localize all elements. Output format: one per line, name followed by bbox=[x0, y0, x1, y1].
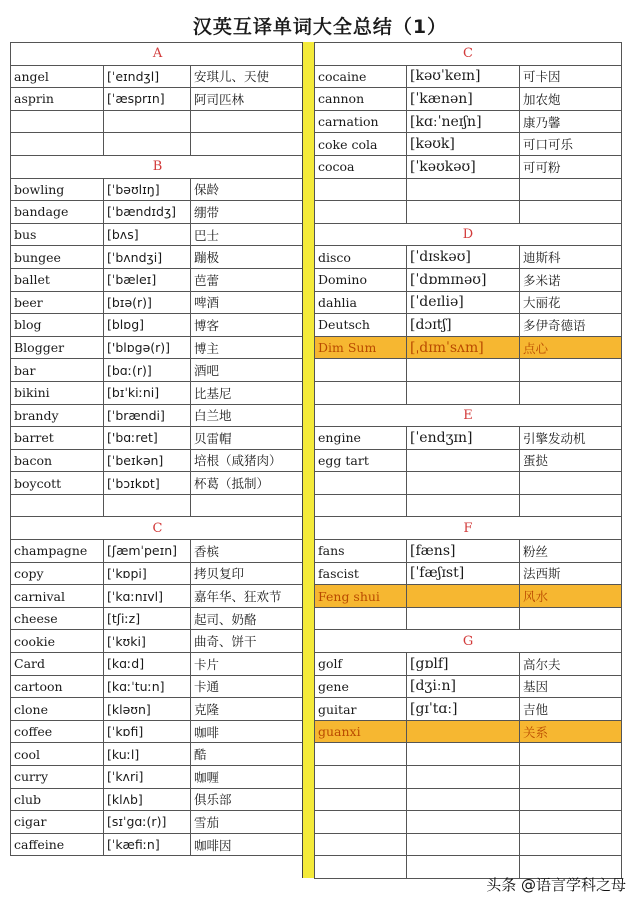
phonetic: [kuːl] bbox=[104, 743, 191, 766]
empty-row bbox=[315, 201, 622, 224]
vocab-row bbox=[11, 178, 305, 201]
phonetic: [ˈfæʃɪst] bbox=[407, 562, 520, 585]
phonetic: [klʌb] bbox=[104, 788, 191, 811]
vocab-row bbox=[11, 359, 305, 382]
english-word bbox=[11, 494, 104, 517]
vocab-row bbox=[11, 585, 305, 608]
vocab-row bbox=[11, 381, 305, 404]
phonetic: [ˈkɒfi] bbox=[104, 720, 191, 743]
english-word: disco bbox=[315, 246, 407, 269]
english-word bbox=[11, 133, 104, 156]
vocab-row bbox=[11, 562, 305, 585]
vocab-row bbox=[11, 743, 305, 766]
english-word: beer bbox=[11, 291, 104, 314]
english-word: bowling bbox=[11, 178, 104, 201]
chinese-translation: 拷贝复印 bbox=[191, 562, 305, 585]
vocab-row bbox=[315, 585, 622, 608]
chinese-translation: 起司、奶酪 bbox=[191, 607, 305, 630]
phonetic bbox=[407, 472, 520, 495]
english-word: boycott bbox=[11, 472, 104, 495]
chinese-translation: 曲奇、饼干 bbox=[191, 630, 305, 653]
chinese-translation bbox=[520, 811, 622, 834]
english-word: Feng shui bbox=[315, 585, 407, 608]
chinese-translation bbox=[191, 494, 305, 517]
chinese-translation: 可可粉 bbox=[520, 155, 622, 178]
phonetic: [ˈdɪskəʊ] bbox=[407, 246, 520, 269]
chinese-translation bbox=[520, 494, 622, 517]
phonetic: [gɪˈtɑː] bbox=[407, 698, 520, 721]
english-word: cool bbox=[11, 743, 104, 766]
english-word: coffee bbox=[11, 720, 104, 743]
section-header-row bbox=[11, 155, 305, 178]
phonetic: [sɪˈgɑː(r)] bbox=[104, 811, 191, 834]
chinese-translation: 培根（咸猪肉） bbox=[191, 449, 305, 472]
phonetic: [kləʊn] bbox=[104, 698, 191, 721]
vocab-row bbox=[11, 833, 305, 856]
vocab-row bbox=[11, 449, 305, 472]
chinese-translation: 酒吧 bbox=[191, 359, 305, 382]
phonetic: [kɑːd] bbox=[104, 653, 191, 676]
english-word bbox=[315, 359, 407, 382]
chinese-translation: 法西斯 bbox=[520, 562, 622, 585]
empty-row bbox=[315, 766, 622, 789]
vocab-row bbox=[11, 472, 305, 495]
english-word: angel bbox=[11, 65, 104, 88]
english-word: golf bbox=[315, 653, 407, 676]
chinese-translation: 蹦极 bbox=[191, 246, 305, 269]
phonetic bbox=[407, 766, 520, 789]
phonetic: [kɑːˈtuːn] bbox=[104, 675, 191, 698]
phonetic bbox=[407, 201, 520, 224]
phonetic bbox=[104, 494, 191, 517]
phonetic: [ˈendʒɪn] bbox=[407, 427, 520, 450]
empty-row bbox=[11, 110, 305, 133]
english-word: bandage bbox=[11, 201, 104, 224]
phonetic: [bɪˈkiːni] bbox=[104, 381, 191, 404]
vocab-row bbox=[11, 788, 305, 811]
chinese-translation: 阿司匹林 bbox=[191, 88, 305, 111]
phonetic: [gɒlf] bbox=[407, 653, 520, 676]
english-word: bacon bbox=[11, 449, 104, 472]
section-header-row bbox=[11, 43, 305, 66]
phonetic: [ˈbændɪdʒ] bbox=[104, 201, 191, 224]
english-word bbox=[315, 607, 407, 630]
english-word: carnival bbox=[11, 585, 104, 608]
empty-row bbox=[315, 359, 622, 382]
empty-row bbox=[315, 607, 622, 630]
chinese-translation: 蛋挞 bbox=[520, 449, 622, 472]
phonetic: [ˈbʌndʒi] bbox=[104, 246, 191, 269]
chinese-translation bbox=[191, 110, 305, 133]
vocab-row bbox=[315, 291, 622, 314]
chinese-translation: 保龄 bbox=[191, 178, 305, 201]
phonetic: [ˈdeɪliə] bbox=[407, 291, 520, 314]
chinese-translation: 啤酒 bbox=[191, 291, 305, 314]
english-word: bikini bbox=[11, 381, 104, 404]
english-word: gene bbox=[315, 675, 407, 698]
english-word bbox=[315, 833, 407, 856]
phonetic bbox=[407, 720, 520, 743]
vocab-row bbox=[315, 133, 622, 156]
chinese-translation: 酷 bbox=[191, 743, 305, 766]
vocab-row bbox=[315, 314, 622, 337]
phonetic: [kəʊk] bbox=[407, 133, 520, 156]
phonetic: [blɒg] bbox=[104, 314, 191, 337]
english-word: club bbox=[11, 788, 104, 811]
phonetic: [ˈbæleɪ] bbox=[104, 268, 191, 291]
vocab-row bbox=[315, 155, 622, 178]
vocab-row bbox=[315, 268, 622, 291]
vocab-row bbox=[11, 314, 305, 337]
phonetic bbox=[407, 449, 520, 472]
chinese-translation bbox=[520, 788, 622, 811]
phonetic: [ˈkʌri] bbox=[104, 766, 191, 789]
chinese-translation: 大丽花 bbox=[520, 291, 622, 314]
english-word: guitar bbox=[315, 698, 407, 721]
chinese-translation bbox=[520, 472, 622, 495]
english-word: engine bbox=[315, 427, 407, 450]
vocab-row bbox=[11, 88, 305, 111]
vocab-row bbox=[11, 427, 305, 450]
chinese-translation: 博客 bbox=[191, 314, 305, 337]
empty-row bbox=[11, 133, 305, 156]
empty-row bbox=[315, 381, 622, 404]
phonetic: [ˈkəʊkəʊ] bbox=[407, 155, 520, 178]
vocab-row bbox=[315, 449, 622, 472]
chinese-translation: 博主 bbox=[191, 336, 305, 359]
empty-row bbox=[315, 833, 622, 856]
english-word: cannon bbox=[315, 88, 407, 111]
chinese-translation bbox=[520, 178, 622, 201]
section-letter: A bbox=[11, 43, 305, 66]
english-word: guanxi bbox=[315, 720, 407, 743]
phonetic: [ˈkɒpi] bbox=[104, 562, 191, 585]
vocab-row bbox=[11, 675, 305, 698]
english-word: cocaine bbox=[315, 65, 407, 88]
english-word: ballet bbox=[11, 268, 104, 291]
phonetic: [ˈæsprɪn] bbox=[104, 88, 191, 111]
chinese-translation: 杯葛（抵制） bbox=[191, 472, 305, 495]
vocab-row bbox=[11, 698, 305, 721]
section-letter: G bbox=[315, 630, 622, 653]
chinese-translation: 多伊奇德语 bbox=[520, 314, 622, 337]
phonetic: [ˈbeɪkən] bbox=[104, 449, 191, 472]
chinese-translation: 卡通 bbox=[191, 675, 305, 698]
chinese-translation: 咖啡 bbox=[191, 720, 305, 743]
vocab-row bbox=[11, 607, 305, 630]
english-word bbox=[315, 472, 407, 495]
section-letter: C bbox=[11, 517, 305, 540]
phonetic bbox=[407, 494, 520, 517]
vocab-row bbox=[315, 653, 622, 676]
chinese-translation: 咖喱 bbox=[191, 766, 305, 789]
chinese-translation: 多米诺 bbox=[520, 268, 622, 291]
chinese-translation: 高尔夫 bbox=[520, 653, 622, 676]
chinese-translation: 吉他 bbox=[520, 698, 622, 721]
phonetic: [ˈbəʊlɪŋ] bbox=[104, 178, 191, 201]
english-word bbox=[315, 743, 407, 766]
english-word: cartoon bbox=[11, 675, 104, 698]
chinese-translation: 迪斯科 bbox=[520, 246, 622, 269]
english-word: bar bbox=[11, 359, 104, 382]
english-word: Blogger bbox=[11, 336, 104, 359]
phonetic bbox=[407, 607, 520, 630]
vocab-row bbox=[315, 110, 622, 133]
english-word bbox=[315, 856, 407, 879]
chinese-translation: 安琪儿、天使 bbox=[191, 65, 305, 88]
section-letter: F bbox=[315, 517, 622, 540]
english-word: clone bbox=[11, 698, 104, 721]
vocab-row bbox=[11, 223, 305, 246]
phonetic: [dɔɪtʃ] bbox=[407, 314, 520, 337]
english-word: dahlia bbox=[315, 291, 407, 314]
phonetic bbox=[407, 833, 520, 856]
phonetic bbox=[407, 178, 520, 201]
chinese-translation: 基因 bbox=[520, 675, 622, 698]
phonetic: [kɑːˈneɪʃn] bbox=[407, 110, 520, 133]
english-word: champagne bbox=[11, 540, 104, 563]
phonetic: [ˈbrændi] bbox=[104, 404, 191, 427]
english-word: cigar bbox=[11, 811, 104, 834]
vocab-row bbox=[315, 675, 622, 698]
vocab-row bbox=[11, 766, 305, 789]
chinese-translation bbox=[520, 743, 622, 766]
chinese-translation: 可口可乐 bbox=[520, 133, 622, 156]
chinese-translation: 康乃馨 bbox=[520, 110, 622, 133]
chinese-translation: 比基尼 bbox=[191, 381, 305, 404]
english-word bbox=[315, 381, 407, 404]
phonetic: [bʌs] bbox=[104, 223, 191, 246]
english-word: coke cola bbox=[315, 133, 407, 156]
phonetic bbox=[407, 585, 520, 608]
chinese-translation: 嘉年华、狂欢节 bbox=[191, 585, 305, 608]
english-word: fans bbox=[315, 540, 407, 563]
vocab-row bbox=[315, 427, 622, 450]
phonetic: ['blɒgə(r)] bbox=[104, 336, 191, 359]
vocab-row bbox=[315, 246, 622, 269]
chinese-translation: 风水 bbox=[520, 585, 622, 608]
phonetic: [kəʊˈkeɪn] bbox=[407, 65, 520, 88]
english-word: caffeine bbox=[11, 833, 104, 856]
vocab-row bbox=[315, 720, 622, 743]
chinese-translation bbox=[520, 607, 622, 630]
english-word: Card bbox=[11, 653, 104, 676]
vocab-row bbox=[11, 268, 305, 291]
english-word: curry bbox=[11, 766, 104, 789]
vocab-row bbox=[11, 65, 305, 88]
page-title: 汉英互译单词大全总结（1） bbox=[192, 16, 448, 38]
chinese-translation: 引擎发动机 bbox=[520, 427, 622, 450]
phonetic bbox=[407, 381, 520, 404]
vocab-row bbox=[11, 336, 305, 359]
vocab-row bbox=[11, 291, 305, 314]
vocab-row bbox=[315, 336, 622, 359]
chinese-translation: 咖啡因 bbox=[191, 833, 305, 856]
vocab-row bbox=[11, 630, 305, 653]
section-header-row bbox=[315, 517, 622, 540]
chinese-translation: 绷带 bbox=[191, 201, 305, 224]
english-word bbox=[315, 766, 407, 789]
vocab-row bbox=[11, 246, 305, 269]
vocab-row bbox=[11, 404, 305, 427]
english-word bbox=[315, 788, 407, 811]
vocab-row bbox=[315, 540, 622, 563]
phonetic: [ˈkʊki] bbox=[104, 630, 191, 653]
english-word: bus bbox=[11, 223, 104, 246]
section-header-row bbox=[315, 223, 622, 246]
phonetic: ['bɑːret] bbox=[104, 427, 191, 450]
english-word: barret bbox=[11, 427, 104, 450]
chinese-translation: 白兰地 bbox=[191, 404, 305, 427]
phonetic bbox=[407, 359, 520, 382]
phonetic: [ˈkɑːnɪvl] bbox=[104, 585, 191, 608]
english-word: cookie bbox=[11, 630, 104, 653]
english-word: Domino bbox=[315, 268, 407, 291]
phonetic: [ˈkæfiːn] bbox=[104, 833, 191, 856]
english-word: bungee bbox=[11, 246, 104, 269]
phonetic: [dʒiːn] bbox=[407, 675, 520, 698]
english-word: carnation bbox=[315, 110, 407, 133]
section-header-row bbox=[315, 630, 622, 653]
phonetic: [ˈbɔɪkɒt] bbox=[104, 472, 191, 495]
vocab-row bbox=[11, 540, 305, 563]
phonetic: [ˈkænən] bbox=[407, 88, 520, 111]
phonetic: [tʃiːz] bbox=[104, 607, 191, 630]
chinese-translation: 加农炮 bbox=[520, 88, 622, 111]
vocab-row bbox=[11, 201, 305, 224]
english-word: cheese bbox=[11, 607, 104, 630]
phonetic: [bɑː(r)] bbox=[104, 359, 191, 382]
chinese-translation bbox=[520, 201, 622, 224]
empty-row bbox=[315, 788, 622, 811]
chinese-translation bbox=[191, 133, 305, 156]
watermark-footer: 头条 @语言学科之母 bbox=[486, 876, 626, 894]
section-letter: D bbox=[315, 223, 622, 246]
vocab-row bbox=[315, 562, 622, 585]
section-letter: E bbox=[315, 404, 622, 427]
right-vocabulary-table bbox=[314, 42, 622, 879]
chinese-translation: 贝雷帽 bbox=[191, 427, 305, 450]
empty-row bbox=[315, 811, 622, 834]
english-word bbox=[315, 494, 407, 517]
phonetic bbox=[104, 110, 191, 133]
phonetic: [ˌdɪmˈsʌm] bbox=[407, 336, 520, 359]
phonetic: [ʃæmˈpeɪn] bbox=[104, 540, 191, 563]
chinese-translation: 香槟 bbox=[191, 540, 305, 563]
english-word: Dim Sum bbox=[315, 336, 407, 359]
english-word: asprin bbox=[11, 88, 104, 111]
english-word: egg tart bbox=[315, 449, 407, 472]
phonetic bbox=[407, 743, 520, 766]
section-header-row bbox=[315, 43, 622, 66]
english-word bbox=[315, 178, 407, 201]
english-word: fascist bbox=[315, 562, 407, 585]
chinese-translation: 关系 bbox=[520, 720, 622, 743]
chinese-translation bbox=[520, 381, 622, 404]
chinese-translation: 卡片 bbox=[191, 653, 305, 676]
chinese-translation: 芭蕾 bbox=[191, 268, 305, 291]
empty-row bbox=[315, 494, 622, 517]
chinese-translation: 雪茄 bbox=[191, 811, 305, 834]
vocab-row bbox=[11, 653, 305, 676]
empty-row bbox=[11, 494, 305, 517]
chinese-translation: 点心 bbox=[520, 336, 622, 359]
chinese-translation: 粉丝 bbox=[520, 540, 622, 563]
chinese-translation bbox=[520, 833, 622, 856]
english-word: blog bbox=[11, 314, 104, 337]
phonetic: [bɪə(r)] bbox=[104, 291, 191, 314]
section-letter: B bbox=[11, 155, 305, 178]
english-word: brandy bbox=[11, 404, 104, 427]
chinese-translation bbox=[520, 359, 622, 382]
empty-row bbox=[315, 178, 622, 201]
vocab-row bbox=[11, 811, 305, 834]
english-word: Deutsch bbox=[315, 314, 407, 337]
chinese-translation: 克隆 bbox=[191, 698, 305, 721]
chinese-translation: 巴士 bbox=[191, 223, 305, 246]
english-word: cocoa bbox=[315, 155, 407, 178]
empty-row bbox=[315, 472, 622, 495]
chinese-translation: 可卡因 bbox=[520, 65, 622, 88]
phonetic bbox=[407, 811, 520, 834]
phonetic bbox=[407, 788, 520, 811]
phonetic: [ˈeɪndʒl] bbox=[104, 65, 191, 88]
vocab-row bbox=[315, 88, 622, 111]
section-letter: C bbox=[315, 43, 622, 66]
english-word bbox=[315, 201, 407, 224]
chinese-translation bbox=[520, 766, 622, 789]
section-header-row bbox=[11, 517, 305, 540]
english-word: copy bbox=[11, 562, 104, 585]
phonetic bbox=[104, 133, 191, 156]
left-vocabulary-table bbox=[10, 42, 305, 856]
english-word bbox=[315, 811, 407, 834]
vocab-row bbox=[315, 698, 622, 721]
chinese-translation: 俱乐部 bbox=[191, 788, 305, 811]
phonetic: [ˈdɒmɪnəʊ] bbox=[407, 268, 520, 291]
english-word bbox=[11, 110, 104, 133]
empty-row bbox=[315, 743, 622, 766]
phonetic: [fæns] bbox=[407, 540, 520, 563]
section-header-row bbox=[315, 404, 622, 427]
vocab-row bbox=[315, 65, 622, 88]
vocab-row bbox=[11, 720, 305, 743]
